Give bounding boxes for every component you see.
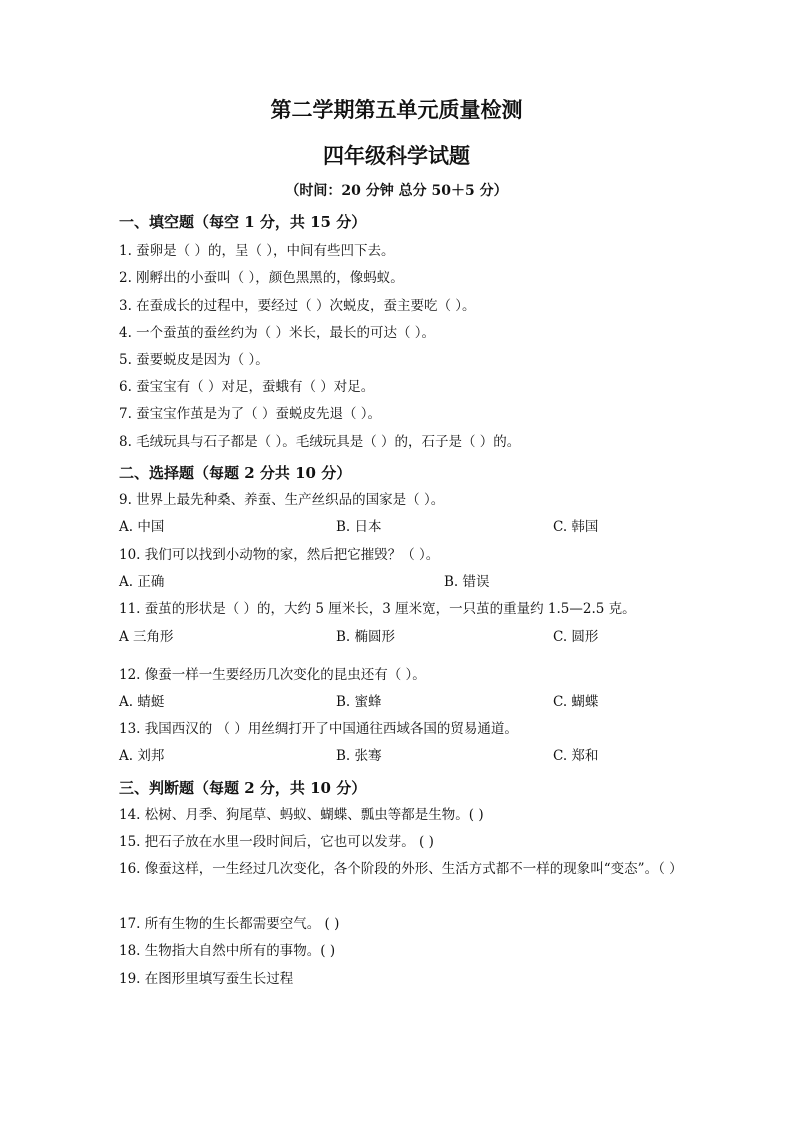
- question-10-option-b: B. 错误: [444, 574, 490, 590]
- question-13-option-a: A. 刘邦: [119, 748, 165, 764]
- question-15: 15. 把石子放在水里一段时间后，它也可以发芽。 ( ): [119, 834, 434, 850]
- question-4: 4. 一个蚕茧的蚕丝约为（ ）米长，最长的可达（ ）。: [119, 325, 436, 341]
- question-11: 11. 蚕茧的形状是（ ）的，大约 5 厘米长，3 厘米宽，一只茧的重量约 1.5—2.5 克。: [119, 601, 636, 617]
- question-13-option-b: B. 张骞: [336, 748, 382, 764]
- question-9: 9. 世界上最先种桑、养蚕、生产丝织品的国家是（ ）。: [119, 492, 445, 508]
- question-9-option-b: B. 日本: [336, 519, 382, 535]
- exam-title: 第二学期第五单元质量检测: [270, 97, 523, 122]
- exam-info: （时间：20 分钟 总分 50＋5 分）: [285, 183, 508, 199]
- section-3-heading: 三、判断题（每题 2 分，共 10 分）: [119, 779, 367, 797]
- question-12-option-a: A. 蜻蜓: [119, 694, 165, 710]
- question-13-option-c: C. 郑和: [553, 748, 599, 764]
- question-17: 17. 所有生物的生长都需要空气。 ( ): [119, 916, 340, 932]
- question-3: 3. 在蚕成长的过程中，要经过（ ）次蜕皮，蚕主要吃（ ）。: [119, 298, 476, 314]
- section-2-heading: 二、选择题（每题 2 分共 10 分）: [119, 464, 352, 482]
- question-11-option-b: B. 椭圆形: [336, 629, 396, 645]
- question-16: 16. 像蚕这样，一生经过几次变化，各个阶段的外形、生活方式都不一样的现象叫“变态”。（ ）: [119, 861, 683, 877]
- question-14: 14. 松树、月季、狗尾草、蚂蚁、蝴蝶、瓢虫等都是生物。( ): [119, 807, 484, 823]
- question-13: 13. 我国西汉的 （ ）用丝绸打开了中国通往西域各国的贸易通道。: [119, 721, 518, 737]
- question-1: 1. 蚕卵是（ ）的，呈（ ），中间有些凹下去。: [119, 243, 395, 259]
- question-11-option-a: A 三角形: [119, 629, 174, 645]
- question-5: 5. 蚕要蜕皮是因为（ ）。: [119, 352, 269, 368]
- question-7: 7. 蚕宝宝作茧是为了（ ）蚕蜕皮先退（ ）。: [119, 406, 382, 422]
- question-12-option-c: C. 蝴蝶: [553, 694, 599, 710]
- question-8: 8. 毛绒玩具与石子都是（ ）。毛绒玩具是（ ）的，石子是（ ）的。: [119, 434, 521, 450]
- question-10: 10. 我们可以找到小动物的家，然后把它摧毁？（ ）。: [119, 547, 440, 563]
- question-18: 18. 生物指大自然中所有的事物。( ): [119, 943, 336, 959]
- question-6: 6. 蚕宝宝有（ ）对足，蚕蛾有（ ）对足。: [119, 379, 375, 395]
- question-9-option-a: A. 中国: [119, 519, 165, 535]
- question-19: 19. 在图形里填写蚕生长过程: [119, 971, 294, 987]
- section-1-heading: 一、填空题（每空 1 分，共 15 分）: [119, 213, 367, 231]
- question-9-option-c: C. 韩国: [553, 519, 599, 535]
- exam-subtitle: 四年级科学试题: [323, 143, 470, 168]
- question-11-option-c: C. 圆形: [553, 629, 599, 645]
- question-10-option-a: A. 正确: [119, 574, 165, 590]
- question-12-option-b: B. 蜜蜂: [336, 694, 382, 710]
- question-2: 2. 刚孵出的小蚕叫（ ），颜色黑黑的，像蚂蚁。: [119, 270, 404, 286]
- question-12: 12. 像蚕一样一生要经历几次变化的昆虫还有（ ）。: [119, 667, 426, 683]
